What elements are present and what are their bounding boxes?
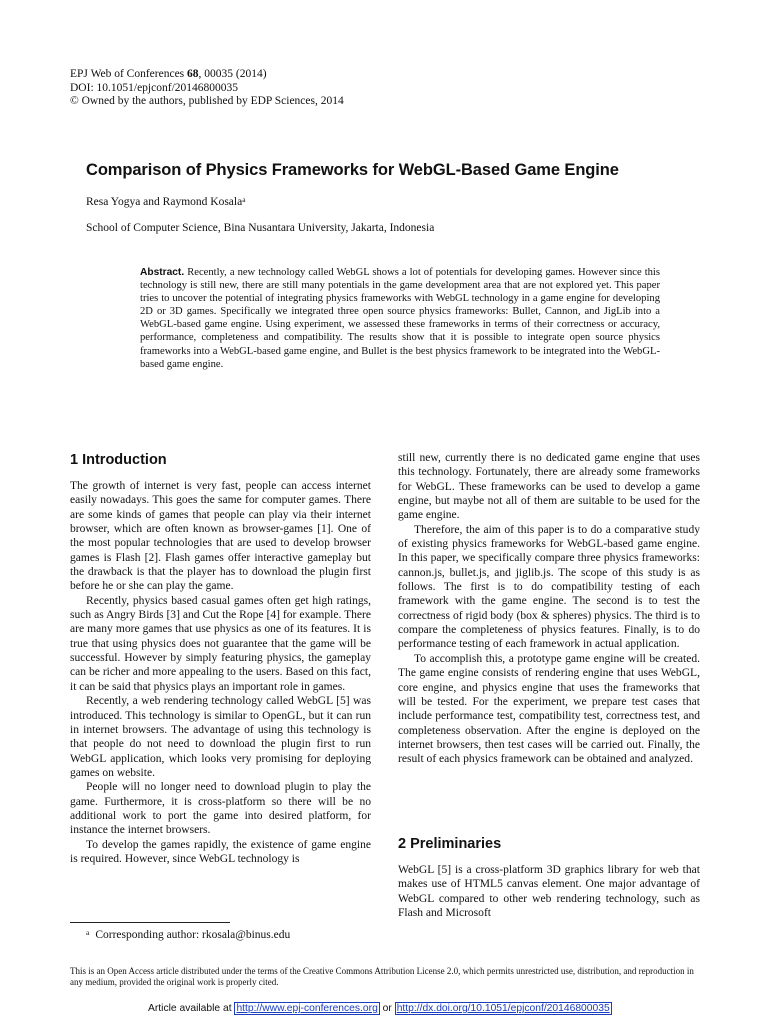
abstract-text: Recently, a new technology called WebGL shows a lot of potentials for developing games. However since this technology is still new, there are still many potentials in the game development area that are not explored yet. This paper tries to uncover the potential of integrating physics frameworks with WebGL technology in a game engine for developing 2D or 3D games. Specifically we integrated three open source physics frameworks: Bullet, Cannon, and JigLib into a WebGL-based game engine. Using experiment, we assessed these frameworks in terms of their correctness or accuracy, performance, completeness and compatibility. The results show that it is possible to integrate open source physics frameworks into a WebGL-based game engine, and Bullet is the best physics framework to be integrated into the WebGL-based game engine. [140, 267, 661, 370]
section-heading-introduction: 1 Introduction [70, 452, 167, 468]
journal-header [70, 68, 344, 109]
paragraph: WebGL [5] is a cross-platform 3D graphics library for web that makes use of HTML5 canvas element. One major advantage of WebGL compared to other web rendering technology, such as Flash and Microsoft [398, 864, 700, 920]
section-heading-preliminaries: 2 Preliminaries [398, 836, 502, 852]
paragraph: Therefore, the aim of this paper is to do a comparative study of existing physics frameworks for WebGL-based game engine. In this paper, we specifically compare three physics frameworks: cannon.js, bullet.js, and jiglib.js. The scope of this study is as follows. The first is to do compatibility testing of each framework with the game engine. The second is to test the correctness of rigid body (box & spheres) physics. The third is to compare the completeness of physics features. Finally, is to do performance testing of each framework in actual application. [398, 523, 700, 651]
footnote-mark: a [86, 928, 90, 937]
doi: DOI: 10.1051/epjconf/20146800035 [70, 81, 239, 94]
doi-link[interactable]: http://dx.doi.org/10.1051/epjconf/20146800035 [396, 1003, 610, 1014]
paragraph: Recently, physics based casual games often get high ratings, such as Angry Birds [3] and Cut the Rope [4] for example. There are many more games that use physics as one of its features. It is true that using physics does not guarantee that the game will be successful. However by simply featuring physics, the gameplay can be richer and more appealing to the users. Based on this fact, it can be said that physics plays an important role in games. [70, 594, 371, 693]
author-footnote-mark: a [242, 195, 246, 204]
paragraph: People will no longer need to download plugin to play the game. Furthermore, it is cross-platform so there will be no additional work to port the game into desired platform, for instance the internet browsers. [70, 781, 371, 837]
abstract-label: Abstract. [140, 267, 185, 278]
abstract [140, 266, 660, 371]
column-left [70, 479, 371, 866]
epj-conferences-link[interactable]: http://www.epj-conferences.org [236, 1003, 378, 1014]
paragraph: To develop the games rapidly, the existence of game engine is required. However, since WebGL technology is [70, 838, 371, 865]
authors: Resa Yogya and Raymond Kosala$^a$ [86, 195, 246, 208]
license-note: This is an Open Access article distributed under the terms of the Creative Commons Attribution License 2.0, which permits unrestricted use, distribution, and reproduction in any medium, provided the original work is properly cited. [70, 966, 694, 987]
paragraph: still new, currently there is no dedicated game engine that uses this technology. Fortunately, there are already some frameworks for WebGL. These frameworks can be used to develop a game engine, but maybe not all of them are suitable to be used for the game engine. [398, 452, 700, 522]
paper-title: Comparison of Physics Frameworks for WebGL-Based Game Engine [86, 161, 619, 179]
paragraph: The growth of internet is very fast, people can access internet easily nowadays. This goes the same for computer games. There are some kinds of games that people can play via their internet browser, which are often known as browser-games [1]. One of the most popular technologies that are used to develop browser games is Flash [2]. Flash games offer interactive gameplay but the drawback is that the player has to download the plugin first before he or she can play the game. [70, 480, 371, 593]
column-right [398, 451, 700, 767]
affiliation: School of Computer Science, Bina Nusantara University, Jakarta, Indonesia [86, 222, 435, 234]
copyright: © Owned by the authors, published by EDP Sciences, 2014 [70, 95, 344, 107]
paragraph: To accomplish this, a prototype game engine will be created. The game engine consists of rendering engine that uses WebGL, core engine, and physics engine that uses the frameworks that will be tested. For the experiment, we prepare test cases that include performance test, compatibility test, correctness test, and completeness observation. After the engine is deployed on the internet browsers, then test cases will be carried out. Finally, the result of each physics framework can be obtained and analyzed. [398, 652, 700, 766]
column-right-preliminaries [398, 863, 700, 920]
availability-line: Article available at http://www.epj-conferences.org or http://dx.doi.org/10.1051/epjconf/20146800035 [148, 1003, 610, 1014]
footnote-rule [70, 922, 230, 923]
footnote-text: Corresponding author: rkosala@binus.edu [95, 929, 291, 941]
journal-citation: EPJ Web of Conferences 68, 00035 (2014) [70, 68, 267, 80]
footnote [86, 928, 290, 942]
paragraph: Recently, a web rendering technology called WebGL [5] was introduced. This technology is similar to OpenGL, but it can run in internet browsers. The advantage of using this technology is that people do not need to download the plugin first to run WebGL application, which looks very promising for deploying games on website. [70, 695, 371, 779]
